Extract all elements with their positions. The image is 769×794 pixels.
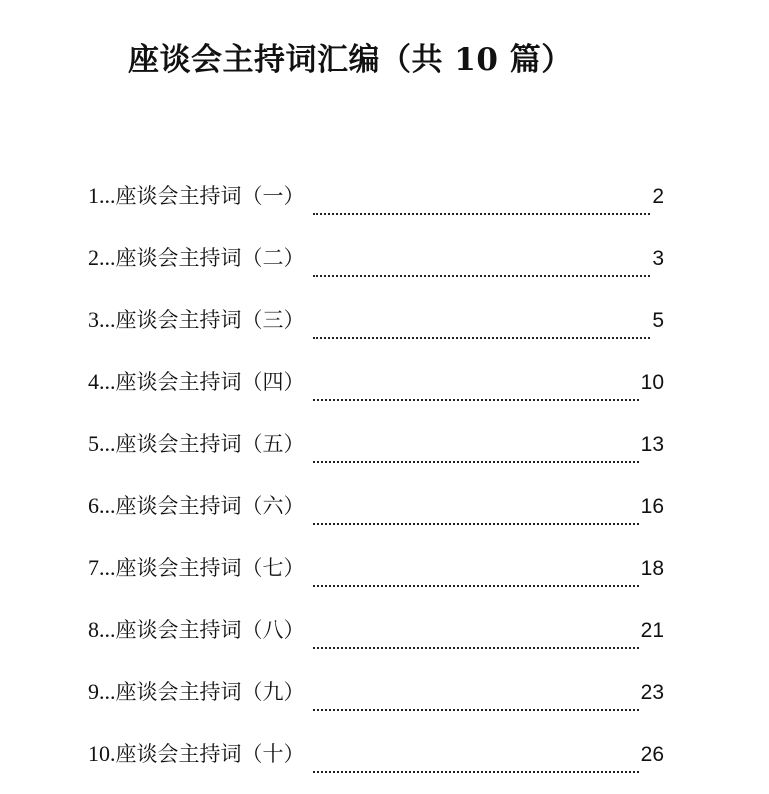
toc-entry-2[interactable] (88, 236, 664, 298)
toc-entry-10[interactable] (88, 732, 664, 794)
toc-dot-leader (313, 709, 639, 711)
toc-dot-leader (313, 399, 639, 401)
toc-entry-page: 5 (652, 309, 664, 332)
toc-entry-page: 13 (640, 433, 664, 456)
toc-entry-number: 3... (88, 307, 116, 332)
toc-dot-leader (313, 275, 651, 277)
toc-entry-page: 2 (652, 185, 664, 208)
toc-entry-title: 座谈会主持词（五） (115, 432, 305, 456)
toc-entry-title: 座谈会主持词（七） (115, 556, 305, 580)
toc-dot-leader (313, 585, 639, 587)
toc-entry-4[interactable] (88, 360, 664, 422)
toc-entry-7[interactable] (88, 546, 664, 608)
toc-entry-page: 16 (640, 495, 664, 518)
document-title: 座谈会主持词汇编（共 10 篇） (128, 42, 573, 78)
toc-entry-page: 21 (640, 619, 664, 642)
toc-dot-leader (313, 461, 639, 463)
table-of-contents (88, 174, 664, 794)
toc-dot-leader (313, 523, 639, 525)
toc-entry-number: 2... (88, 245, 116, 270)
toc-entry-title: 座谈会主持词（六） (115, 494, 305, 518)
toc-entry-number: 8... (88, 617, 116, 642)
toc-entry-number: 7... (88, 555, 116, 580)
toc-entry-title: 座谈会主持词（一） (115, 184, 305, 208)
toc-dot-leader (313, 771, 639, 773)
toc-entry-number: 10. (88, 741, 116, 766)
toc-dot-leader (313, 647, 639, 649)
toc-entry-1[interactable] (88, 174, 664, 236)
toc-entry-title: 座谈会主持词（二） (115, 246, 305, 270)
toc-dot-leader (313, 213, 651, 215)
toc-entry-number: 1... (88, 183, 116, 208)
toc-entry-title: 座谈会主持词（十） (115, 742, 305, 766)
toc-entry-number: 9... (88, 679, 116, 704)
toc-entry-number: 6... (88, 493, 116, 518)
toc-entry-title: 座谈会主持词（九） (115, 680, 305, 704)
toc-entry-title: 座谈会主持词（四） (115, 370, 305, 394)
toc-entry-title: 座谈会主持词（三） (115, 308, 305, 332)
toc-entry-page: 10 (640, 371, 664, 394)
toc-dot-leader (313, 337, 651, 339)
toc-entry-5[interactable] (88, 422, 664, 484)
toc-entry-number: 5... (88, 431, 116, 456)
toc-entry-page: 18 (640, 557, 664, 580)
toc-entry-6[interactable] (88, 484, 664, 546)
toc-entry-8[interactable] (88, 608, 664, 670)
toc-entry-title: 座谈会主持词（八） (115, 618, 305, 642)
toc-entry-3[interactable] (88, 298, 664, 360)
toc-entry-page: 3 (652, 247, 664, 270)
toc-entry-9[interactable] (88, 670, 664, 732)
toc-entry-page: 23 (640, 681, 664, 704)
toc-entry-page: 26 (640, 743, 664, 766)
toc-entry-number: 4... (88, 369, 116, 394)
